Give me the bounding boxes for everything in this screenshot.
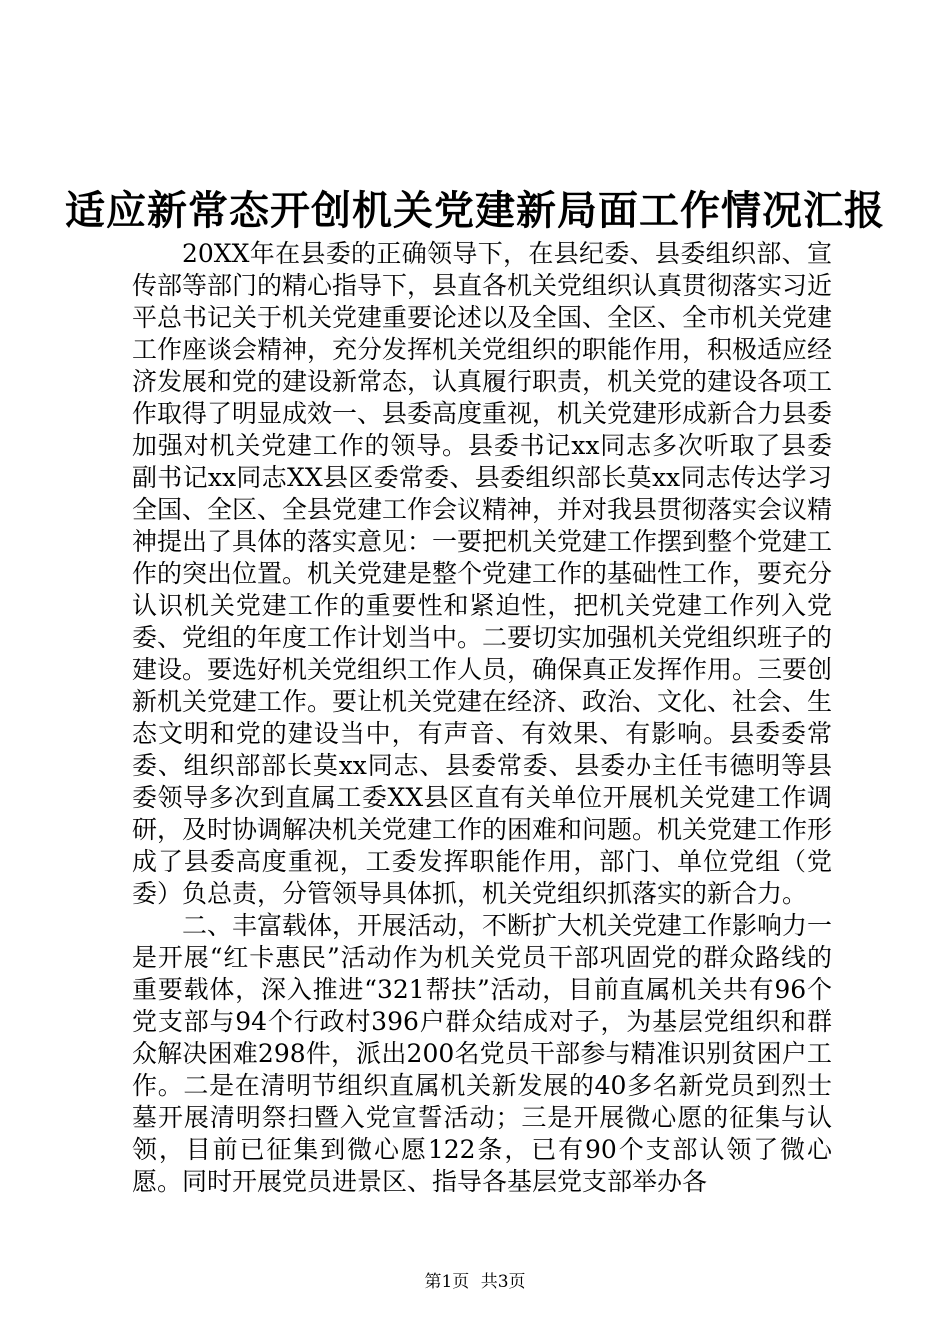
document-title: 适应新常态开创机关党建新局面工作情况汇报 (65, 187, 885, 234)
paragraph-2: 二、丰富载体，开展活动，不断扩大机关党建工作影响力一是开展“红卡惠民”活动作为机关党员干部巩固党的群众路线的重要载体，深入推进“321帮扶”活动，目前直属机关共有96个党支部与94个行政村396户群众结成对子，为基层党组织和群众解决困难298件，派出200名党员干部参与精准识别贫困户工作。二是在清明节组织直属机关新发展的40多名新党员到烈士墓开展清明祭扫暨入党宣誓活动；三是开展微心愿的征集与认领，目前已征集到微心愿122条，已有90个支部认领了微心愿。同时开展党员进景区、指导各基层党支部举办各 (132, 911, 833, 1196)
page-footer: 第1页 共3页 (424, 1272, 526, 1292)
document-body (132, 238, 832, 1198)
paragraph-1: 20XX年在县委的正确领导下，在县纪委、县委组织部、宣传部等部门的精心指导下，县直各机关党组织认真贯彻落实习近平总书记关于机关党建重要论述以及全国、全区、全市机关党建工作座谈会精神，充分发挥机关党组织的职能作用，积极适应经济发展和党的建设新常态，认真履行职责，机关党的建设各项工作取得了明显成效一、县委高度重视，机关党建形成新合力县委加强对机关党建工作的领导。县委书记xx同志多次听取了县委副书记xx同志XX县区委常委、县委组织部长莫xx同志传达学习全国、全区、全县党建工作会议精神，并对我县贯彻落实会议精神提出了具体的落实意见：一要把机关党建工作摆到整个党建工作的突出位置。机关党建是整个党建工作的基础性工作，要充分认识机关党建工作的重要性和紧迫性，把机关党建工作列入党委、党组的年度工作计划当中。二要切实加强机关党组织班子的建设。要选好机关党组织工作人员，确保真正发挥作用。三要创新机关党建工作。要让机关党建在经济、政治、文化、社会、生态文明和党的建设当中，有声音、有效果、有影响。县委委常委、组织部部长莫xx同志、县委常委、县委办主任韦德明等县委领导多次到直属工委XX县区直有关单位开展机关党建工作调研，及时协调解决机关党建工作的困难和问题。机关党建工作形成了县委高度重视，工委发挥职能作用，部门、单位党组（党委）负总责，分管领导具体抓，机关党组织抓落实的新合力。 (132, 239, 833, 908)
